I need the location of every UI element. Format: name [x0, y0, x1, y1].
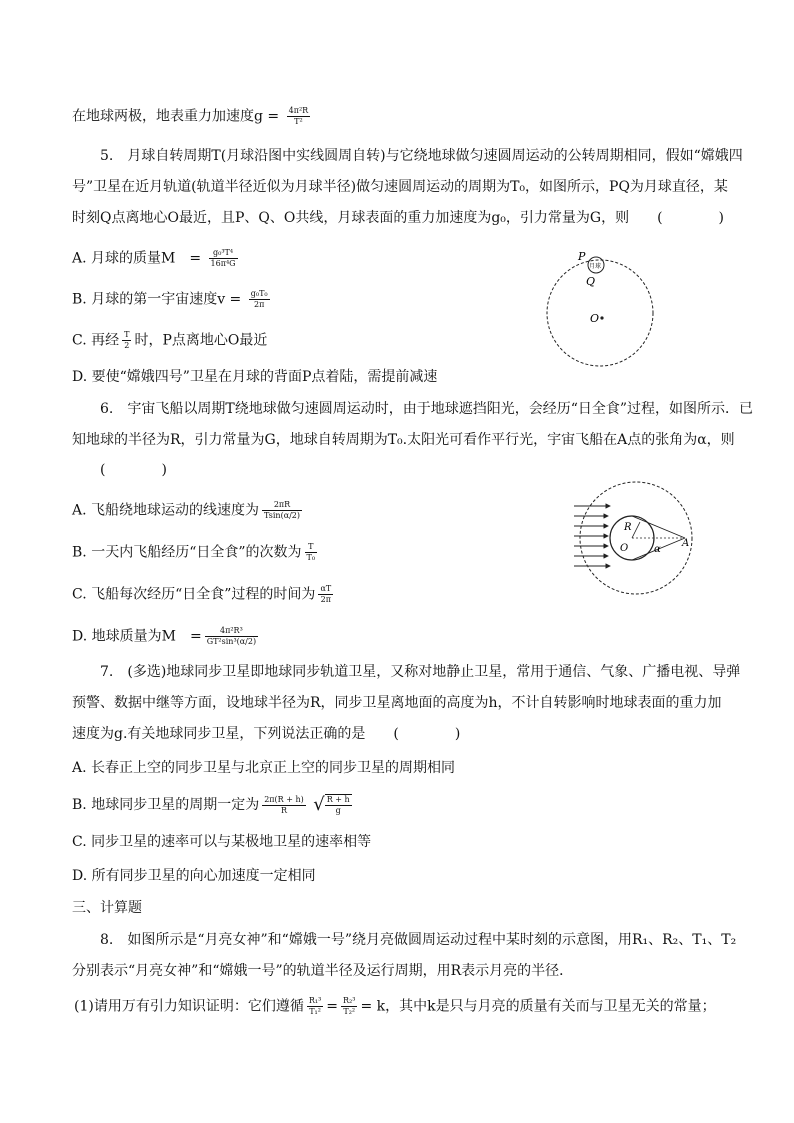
- radius-line: [632, 522, 640, 538]
- q4-option-d-fraction: $\frac{\text{4π²R}}{\text{T²}}$: [288, 106, 309, 126]
- point-q-label: Q: [586, 275, 596, 288]
- q7-stem-line1: 7. (多选)地球同步卫星即地球同步轨道卫星，又称对地静止卫星，常用于通信、气象、广播电视、导弹: [100, 664, 741, 680]
- q7-option-b: B. 地球同步卫星的周期一定为 $\frac{2\pi(R + h)}{R}$ √ $\frac{R + h}{g}$: [72, 794, 350, 815]
- section-3-heading: 三、计算题: [72, 900, 142, 916]
- center-label: O: [620, 543, 629, 554]
- earth-center-dot: [600, 316, 603, 319]
- point-p-label: P: [578, 250, 586, 263]
- sqrt-sign: √: [313, 794, 325, 815]
- q5-figure-orbit: [540, 245, 660, 370]
- q8-fraction-1: $\frac{\text{R₁³}}{\text{T₁²}}$: [308, 996, 322, 1016]
- point-a-label: A: [682, 538, 690, 549]
- q5-option-b: B. 月球的第一宇宙速度v = $\frac{\text{g₀T₀}}{2\pi}$: [72, 289, 268, 309]
- q6-option-a-fraction: $\frac{2\pi R}{Tsin(\alpha/2)}$: [264, 500, 301, 520]
- q7-option-a: A. 长春正上空的同步卫星与北京正上空的同步卫星的周期相同: [72, 760, 456, 776]
- orbit-circle: [547, 260, 653, 366]
- q8-stem-line1: 8. 如图所示是“月亮女神”和“嫦娥一号”绕月亮做圆周运动过程中某时刻的示意图，用R₁、R₂、T₁、T₂: [100, 932, 737, 948]
- q5-option-b-fraction: $\frac{\text{g₀T₀}}{2\pi}$: [250, 289, 268, 309]
- q5-stem-line2: 号”卫星在近月轨道(轨道半径近似为月球半径)做匀速圆周运动的周期为T₀，如图所示，PQ为月球直径，某: [72, 179, 728, 195]
- q5-stem-line3: 时刻Q点离地心O最近，且P、Q、O共线，月球表面的重力加速度为g₀，引力常量为G，则 ( ): [72, 210, 725, 226]
- q5-option-d: D. 要使“嫦娥四号”卫星在月球的背面P点着陆，需提前减速: [72, 369, 438, 385]
- q6-stem-line1: 6. 宇宙飞船以周期T绕地球做匀速圆周运动时，由于地球遮挡阳光，会经历“日全食”过程，如图所示．已: [100, 401, 754, 417]
- q7-option-b-fraction: $\frac{2\pi(R + h)}{R}$: [264, 794, 304, 815]
- sunlight-arrows: [574, 506, 610, 566]
- q6-figure-eclipse: [572, 478, 694, 598]
- q5-stem-line1: 5. 月球自转周期T(月球沿图中实线圆周自转)与它绕地球做匀速圆周运动的公转周期相同，假如“嫦娥四: [100, 148, 743, 164]
- q7-stem-line2: 预警、数据中继等方面，设地球半径为R，同步卫星离地面的高度为h，不计自转影响时地球表面的重力加: [72, 695, 722, 711]
- q4-option-d: [72, 106, 313, 127]
- q5-option-c-fraction: $\frac{T}{2}$: [124, 330, 130, 350]
- tangent-line-upper: [632, 516, 685, 538]
- q5-option-a: A. 月球的质量M = $\frac{\text{g₀³T⁴}}{\text{16π⁴G}}$: [72, 248, 236, 268]
- point-o-label: O: [590, 312, 600, 325]
- moon-label: 月球: [589, 263, 602, 270]
- q5-option-a-fraction: $\frac{\text{g₀³T⁴}}{\text{16π⁴G}}$: [210, 248, 236, 268]
- q6-option-b: B. 一天内飞船经历“日全食”的次数为 $\frac{T}{\text{T₀}}$: [72, 542, 316, 562]
- q7-stem-line3: 速度为g.有关地球同步卫星，下列说法正确的是 ( ): [72, 726, 461, 742]
- q8-part1: (1)请用万有引力知识证明：它们遵循 $\frac{\text{R₁³}}{\text{T₁²}}$ = $\frac{\text{R₂³}}{\text{T₂²}}$ = k，其中k是只与月亮的质量有关而与卫星无关的常量；: [74, 996, 716, 1016]
- q8-fraction-2: $\frac{\text{R₂³}}{\text{T₂²}}$: [343, 996, 356, 1016]
- q6-option-d: D. 地球质量为M = $\frac{\text{4π²R³}}{\text{GT²sin³(α/2)}}$: [72, 626, 257, 646]
- q7-option-c: C. 同步卫星的速率可以与某极地卫星的速率相等: [72, 834, 372, 850]
- q5-option-c: C. 再经 $\frac{T}{2}$ 时，P点离地心O最近: [72, 330, 268, 350]
- q8-stem-line2: 分别表示“月亮女神”和“嫦娥一号”的轨道半径及运行周期，用R表示月亮的半径．: [72, 963, 574, 979]
- q7-option-d: D. 所有同步卫星的向心加速度一定相同: [72, 868, 316, 884]
- radius-label: R: [624, 522, 632, 533]
- q6-stem-line2: 知地球的半径为R，引力常量为G，地球自转周期为T₀.太阳光可看作平行光，宇宙飞船在A点的张角为α，则: [72, 432, 735, 448]
- q4-option-d-text: 在地球两极，地表重力加速度g =: [72, 108, 280, 125]
- q6-option-d-fraction: $\frac{\text{4π²R³}}{\text{GT²sin³(α/2)}}$: [206, 626, 257, 646]
- q7-option-b-sqrt-fraction: $\frac{R + h}{g}$: [326, 795, 350, 815]
- q6-option-b-fraction: $\frac{T}{\text{T₀}}$: [306, 542, 316, 562]
- q6-option-c: C. 飞船每次经历“日全食”过程的时间为 $\frac{\alpha T}{2\pi}$: [72, 584, 332, 604]
- alpha-label: α: [654, 544, 661, 555]
- q6-option-a: A. 飞船绕地球运动的线速度为 $\frac{2\pi R}{Tsin(\alpha/2)}$: [72, 500, 301, 520]
- q6-stem-line3: ( ): [100, 462, 167, 478]
- q6-option-c-fraction: $\frac{\alpha T}{2\pi}$: [320, 584, 332, 604]
